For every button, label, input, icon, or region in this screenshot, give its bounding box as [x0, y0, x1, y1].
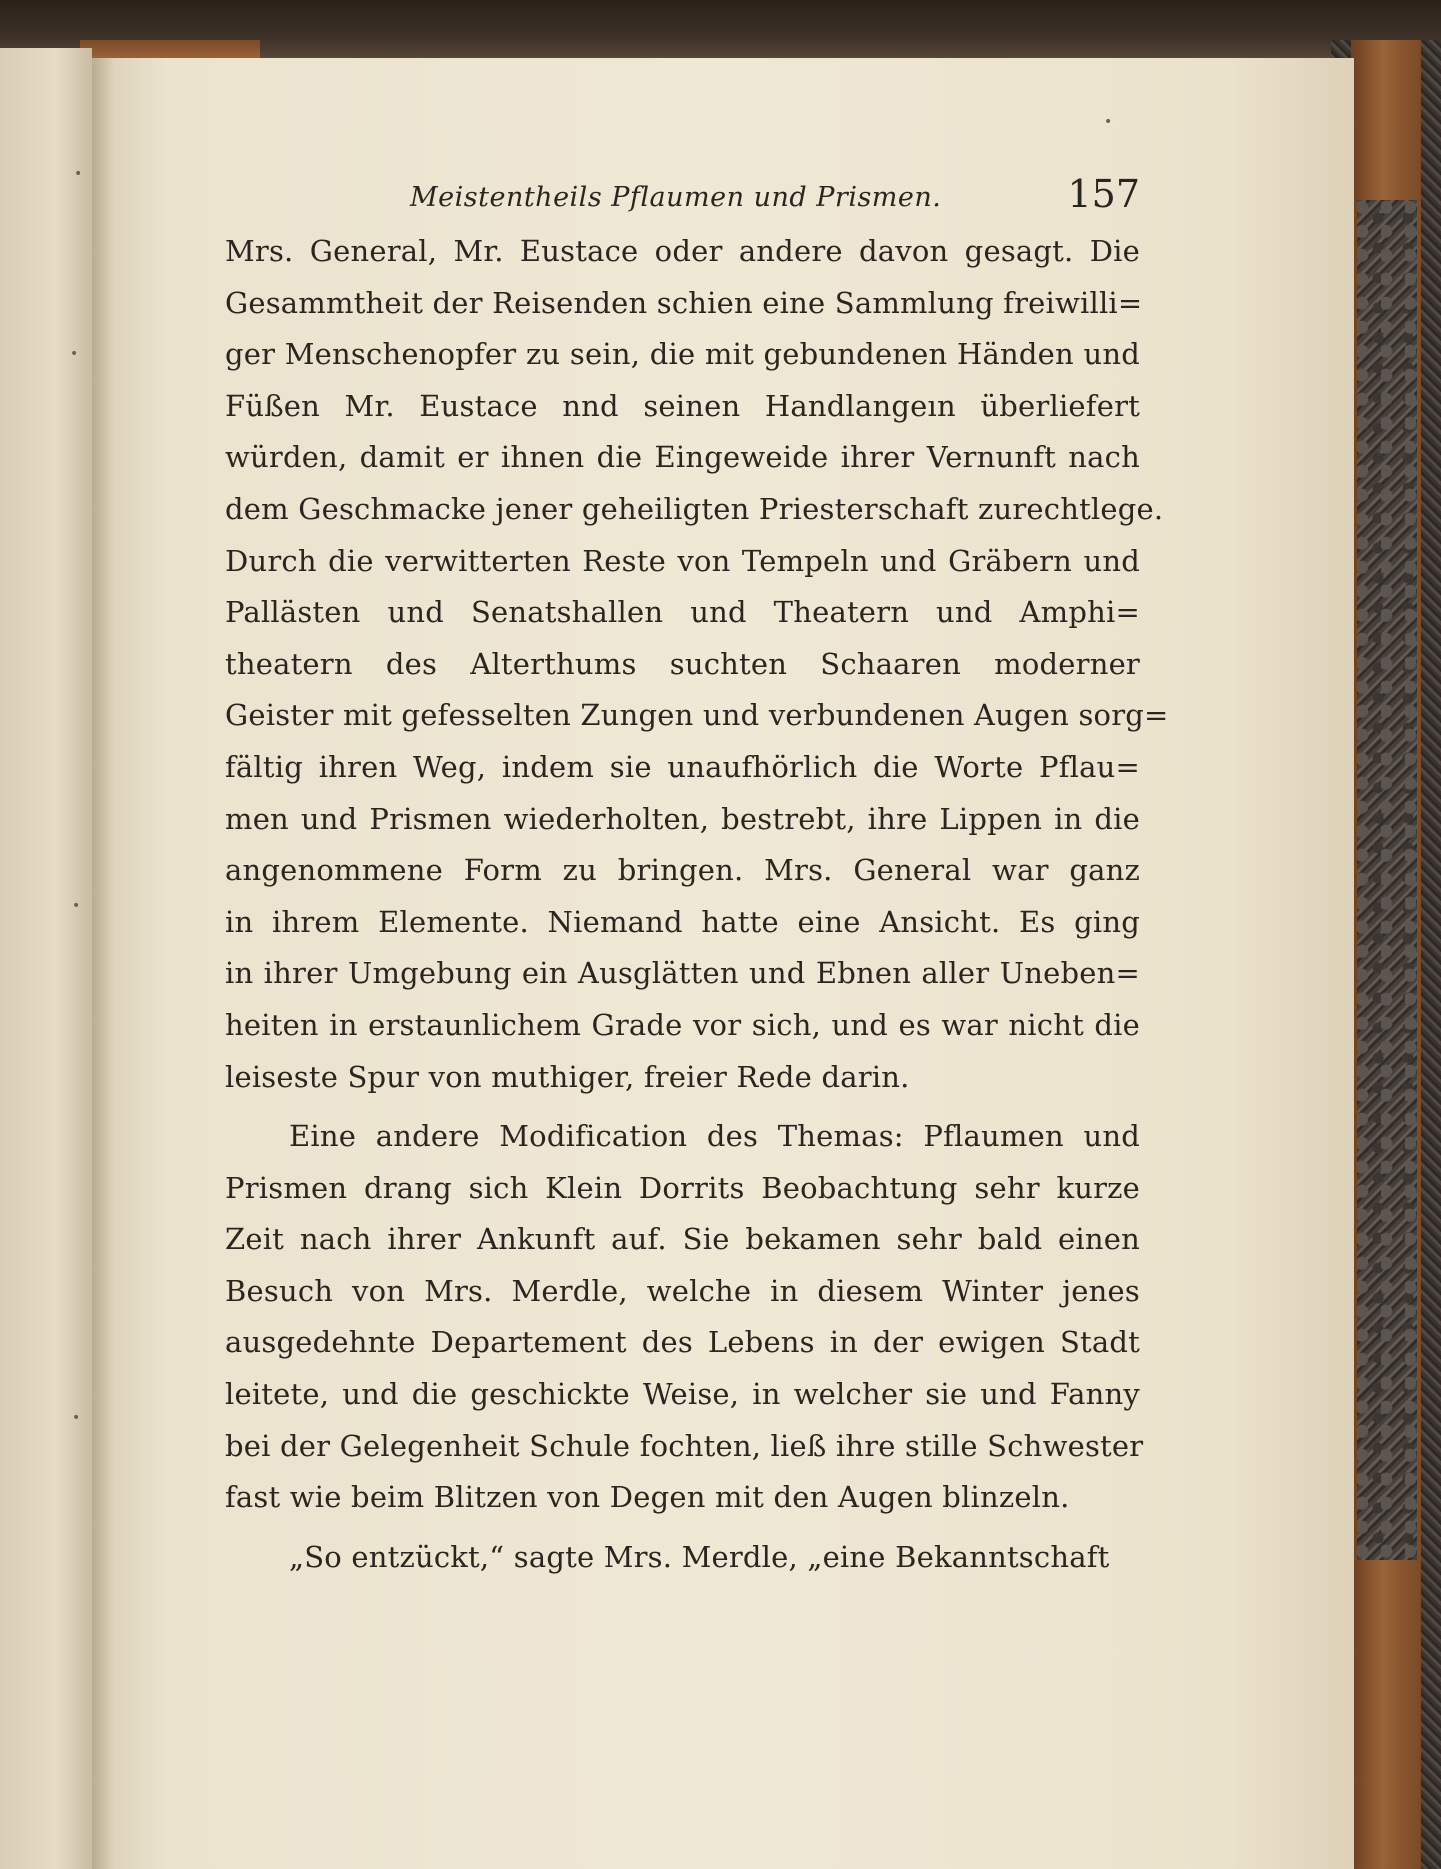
text-line: „So entzückt,“ sagte Mrs. Merdle, „eine Bekanntschaft	[289, 1539, 1110, 1574]
text-line: leiseste Spur von muthiger, freier Rede darin.	[225, 1059, 910, 1094]
text-line: bei der Gelegenheit Schule fochten, ließ ihre stille Schwester	[225, 1428, 1144, 1463]
page-speck: •	[1104, 114, 1113, 130]
paragraph	[225, 1532, 1140, 1584]
margin-speck: •	[70, 346, 79, 362]
paragraph	[225, 1111, 1144, 1524]
text-line: Füßen Mr. Eustace nnd seinen Handlangeın überliefert	[225, 388, 1140, 423]
text-line: fast wie beim Blitzen von Degen mit den Augen blinzeln.	[225, 1480, 1070, 1515]
text-line: dem Geschmacke jener geheiligten Priesterschaft zurechtlege.	[225, 491, 1164, 526]
text-line: angenommene Form zu bringen. Mrs. General war ganz	[225, 853, 1140, 888]
facing-page-edge	[0, 48, 92, 1869]
text-line: Geister mit gefesselten Zungen und verbundenen Augen sorg=	[225, 698, 1169, 733]
text-line: Gesammtheit der Reisenden schien eine Sammlung freiwilli=	[225, 285, 1143, 320]
text-line: ausgedehnte Departement des Lebens in der ewigen Stadt	[225, 1325, 1140, 1360]
text-line: Mrs. General, Mr. Eustace oder andere davon gesagt. Die	[225, 234, 1140, 268]
text-line: Besuch von Mrs. Merdle, welche in diesem Winter jenes	[225, 1273, 1140, 1308]
text-line: theatern des Alterthums suchten Schaaren moderner	[225, 646, 1140, 681]
margin-speck: •	[72, 1410, 81, 1426]
text-line: ger Menschenopfer zu sein, die mit gebundenen Händen und	[225, 337, 1140, 372]
text-line: leitete, und die geschickte Weise, in welcher sie und Fanny	[225, 1377, 1140, 1412]
text-line: Durch die verwitterten Reste von Tempeln und Gräbern und	[225, 543, 1140, 578]
text-line: men und Prismen wiederholten, bestrebt, ihre Lippen in die	[225, 801, 1140, 836]
body-text	[225, 226, 1169, 1583]
margin-speck: •	[74, 166, 83, 182]
text-line: fältig ihren Weg, indem sie unaufhörlich die Worte Pflau=	[225, 749, 1140, 784]
text-line: Eine andere Modification des Themas: Pflaumen und	[289, 1119, 1140, 1154]
paragraph	[225, 226, 1169, 1103]
page-gutter-shadow	[92, 58, 114, 1869]
text-line: in ihrer Umgebung ein Ausglätten und Ebnen aller Uneben=	[225, 956, 1140, 991]
running-head	[225, 170, 1140, 226]
text-line: Pallästen und Senatshallen und Theatern und Amphi=	[225, 595, 1140, 630]
running-title: Meistentheils Pflaumen und Prismen.	[410, 182, 942, 213]
paragraph-gap	[225, 1103, 1140, 1111]
text-line: würden, damit er ihnen die Eingeweide ihrer Vernunft nach	[225, 440, 1140, 475]
margin-speck: •	[72, 898, 81, 914]
page-text	[225, 170, 1169, 1583]
paragraph-gap	[225, 1524, 1140, 1532]
marbled-board-right	[1357, 200, 1417, 1560]
text-line: Zeit nach ihrer Ankunft auf. Sie bekamen sehr bald einen	[225, 1222, 1140, 1257]
page-number: 157	[1067, 172, 1140, 216]
text-line: in ihrem Elemente. Niemand hatte eine Ansicht. Es ging	[225, 904, 1140, 939]
text-line: Prismen drang sich Klein Dorrits Beobachtung sehr kurze	[225, 1170, 1140, 1205]
text-line: heiten in erstaunlichem Grade vor sich, und es war nicht die	[225, 1007, 1140, 1042]
